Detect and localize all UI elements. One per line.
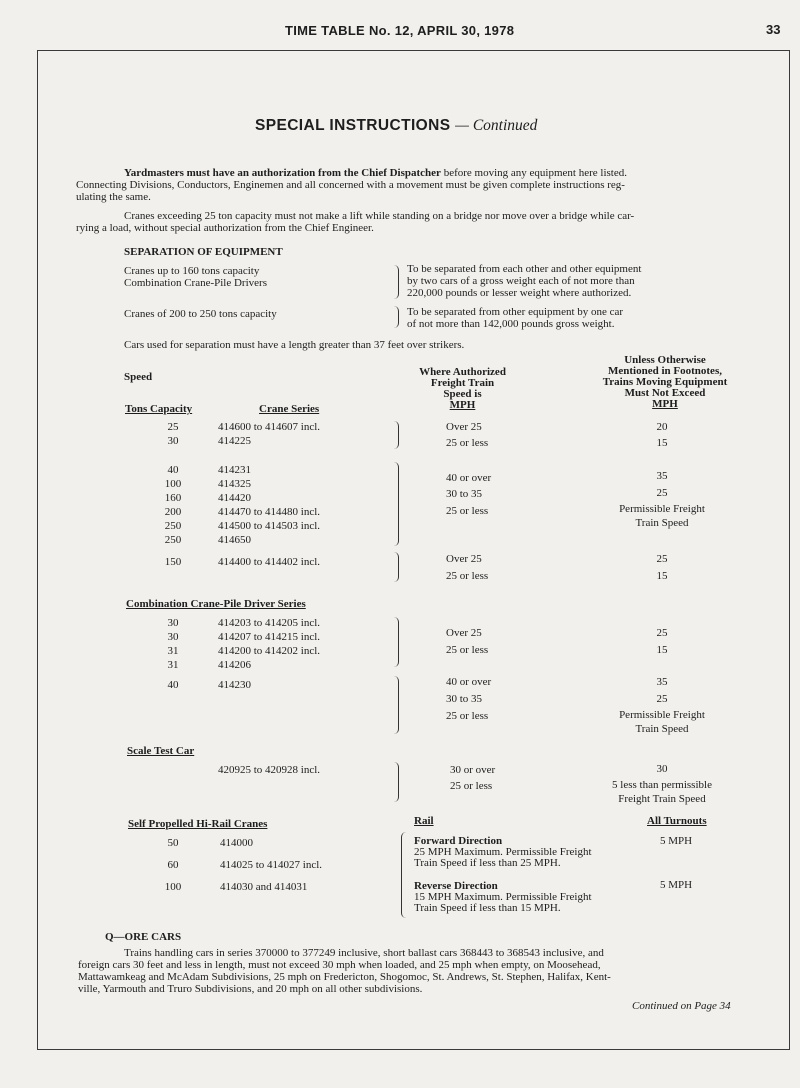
hirail-tons-1: 60 [167,859,179,871]
hirail-heading: Self Propelled Hi-Rail Cranes [128,818,268,830]
intro-p1-line3: ulating the same. [76,191,151,203]
combo-g2-series-0: 414230 [218,679,251,691]
cranes-g2-max-0: 35 [656,470,668,482]
scale-speed-0: 30 or over [450,764,496,776]
cranes-g3-tons-0: 150 [164,556,182,568]
scale-series: 420925 to 420928 incl. [218,764,321,776]
cranes-g2-speed-1: 30 to 35 [446,488,483,500]
section-title [255,117,537,135]
combo-g1-max-0: 25 [656,627,668,639]
section-title-continued: — Continued [455,117,538,134]
intro-p1-line2: Connecting Divisions, Conductors, Enginemen and all concerned with a movement must be given complete instructions reg- [76,179,625,191]
combo-g2-max-0: 35 [656,676,668,688]
hirail-tons-0: 50 [167,837,179,849]
unless-line1: Unless Otherwise [624,354,706,366]
intro-p2-line1: Cranes exceeding 25 ton capacity must not make a lift while standing on a bridge nor move over a bridge while car- [124,210,635,222]
combo-g1-series-3: 414206 [218,659,251,671]
cranes-g2-series-5: 414650 [218,534,251,546]
hirail-reverse-turnout: 5 MPH [660,879,693,891]
scale-max-0: 30 [656,763,668,775]
cranes-g1-tons-0: 25 [167,421,179,433]
sep-g2-left: Cranes of 200 to 250 tons capacity [124,308,277,320]
sep-g2-right2: of not more than 142,000 pounds gross weight. [407,318,615,330]
cranes-g1-max-1: 15 [656,437,668,449]
ore-line1: Trains handling cars in series 370000 to 377249 inclusive, short ballast cars 368443 to 368543 inclusive, and [124,947,604,959]
continued-footer: Continued on Page 34 [632,1000,731,1012]
separation-heading: SEPARATION OF EQUIPMENT [124,246,283,258]
cranes-g2-tons-5: 250 [164,534,182,546]
ore-line2: foreign cars 30 feet and less in length, must not exceed 30 mph when loaded, and 25 mph when empty, on Moosehead, [78,959,601,971]
cranes-g1-series-0: 414600 to 414607 incl. [218,421,321,433]
crane-series-heading: Crane Series [259,403,320,415]
scale-heading: Scale Test Car [127,745,195,757]
separation-cars-note: Cars used for separation must have a length greater than 37 feet over strikers. [124,339,465,351]
cranes-g1-speed-0: Over 25 [446,421,482,433]
cranes-g2-tons-3: 200 [164,506,182,518]
intro-p1-line1 [124,167,627,179]
cranes-g2-series-1: 414325 [218,478,251,490]
intro-bold: Yardmasters must have an authorization from the Chief Dispatcher [124,167,441,179]
unless-line5: MPH [652,398,678,410]
sep-g1-left1: Cranes up to 160 tons capacity [124,265,260,277]
page-number: 33 [766,22,781,37]
brace-combo-2 [394,676,399,734]
combo-g1-speed-1: 25 or less [446,644,489,656]
ore-heading: Q—ORE CARS [105,931,182,943]
where-line3: Speed is [443,388,482,400]
scale-max-2: Freight Train Speed [618,793,706,805]
combo-g1-tons-2: 31 [167,645,179,657]
cranes-g1-series-1: 414225 [218,435,251,447]
where-line1: Where Authorized [419,366,506,378]
hirail-series-1: 414025 to 414027 incl. [220,859,323,871]
hirail-forward-turnout: 5 MPH [660,835,693,847]
unless-line4: Must Not Exceed [624,387,706,399]
hirail-reverse-l2: Train Speed if less than 15 MPH. [414,902,561,914]
combo-g2-max-1: 25 [656,693,668,705]
hirail-turnouts-heading: All Turnouts [647,815,707,827]
combo-g2-speed-2: 25 or less [446,710,489,722]
sep-g1-right1: To be separated from each other and other equipment [407,263,642,275]
sep-g1-right2: by two cars of a gross weight each of not more than [407,275,635,287]
combo-g2-tons-0: 40 [167,679,179,691]
speed-heading: Speed [124,371,153,383]
combo-g1-series-1: 414207 to 414215 incl. [218,631,321,643]
sep-g2-right1: To be separated from other equipment by one car [407,306,624,318]
unless-line2: Mentioned in Footnotes, [608,365,722,377]
brace-scale [394,762,399,802]
cranes-g2-series-3: 414470 to 414480 incl. [218,506,321,518]
cranes-g3-speed-1: 25 or less [446,570,489,582]
cranes-g3-max-0: 25 [656,553,668,565]
cranes-g2-max-3: Train Speed [635,517,689,529]
brace-sep-2 [394,306,399,328]
where-line2: Freight Train [430,377,495,389]
cranes-g2-series-0: 414231 [218,464,251,476]
hirail-tons-2: 100 [164,881,182,893]
section-title-text: SPECIAL INSTRUCTIONS [255,117,451,134]
combo-g1-series-0: 414203 to 414205 incl. [218,617,321,629]
cranes-g1-tons-1: 30 [167,435,179,447]
cranes-g2-series-4: 414500 to 414503 incl. [218,520,321,532]
sep-g1-right3: 220,000 pounds or lesser weight where authorized. [407,287,632,299]
cranes-g2-tons-2: 160 [164,492,182,504]
combo-g1-tons-1: 30 [167,631,179,643]
cranes-g1-speed-1: 25 or less [446,437,489,449]
cranes-g2-max-2: Permissible Freight [619,503,705,515]
hirail-forward-title: Forward Direction [414,835,503,847]
cranes-g1-max-0: 20 [656,421,668,433]
cranes-g2-max-1: 25 [656,487,668,499]
hirail-rail-heading: Rail [414,815,434,827]
combo-g2-max-2: Permissible Freight [619,709,705,721]
cranes-g3-max-1: 15 [656,570,668,582]
hirail-series-0: 414000 [220,837,253,849]
combo-g1-tons-3: 31 [167,659,179,671]
combo-g2-max-3: Train Speed [635,723,689,735]
sep-g1-left2: Combination Crane-Pile Drivers [124,277,267,289]
cranes-g3-speed-0: Over 25 [446,553,482,565]
ore-line3: Mattawamkeag and McAdam Subdivisions, 25 mph on Fredericton, Shogomoc, St. Andrews, St. Stephen, Halifax, Kent- [78,971,611,983]
hirail-series-2: 414030 and 414031 [220,881,308,893]
cranes-g2-series-2: 414420 [218,492,251,504]
where-authorized-heading [400,367,525,411]
cranes-g2-tons-4: 250 [164,520,182,532]
brace-cranes-2 [394,462,399,546]
hirail-reverse-title: Reverse Direction [414,880,498,892]
brace-combo-1 [394,617,399,667]
cranes-g2-speed-2: 25 or less [446,505,489,517]
cranes-g2-tons-0: 40 [167,464,179,476]
scale-speed-1: 25 or less [450,780,493,792]
combo-g2-speed-0: 40 or over [446,676,492,688]
where-line4: MPH [449,399,476,411]
combo-g1-speed-0: Over 25 [446,627,482,639]
combo-heading: Combination Crane-Pile Driver Series [126,598,306,610]
combo-g2-speed-1: 30 to 35 [446,693,483,705]
hirail-forward-l1: 25 MPH Maximum. Permissible Freight [414,846,592,858]
combo-g1-series-2: 414200 to 414202 incl. [218,645,321,657]
cranes-g2-tons-1: 100 [164,478,182,490]
combo-g1-max-1: 15 [656,644,668,656]
running-header: TIME TABLE No. 12, APRIL 30, 1978 [285,23,515,38]
unless-heading [585,355,745,410]
unless-line3: Trains Moving Equipment [602,376,728,388]
tons-capacity-heading: Tons Capacity [125,403,193,415]
hirail-reverse-l1: 15 MPH Maximum. Permissible Freight [414,891,592,903]
intro-rest: before moving any equipment here listed. [443,167,627,179]
scale-max-1: 5 less than permissible [612,779,712,791]
hirail-forward-l2: Train Speed if less than 25 MPH. [414,857,561,869]
cranes-g3-series-0: 414400 to 414402 incl. [218,556,321,568]
brace-sep-1 [394,265,399,299]
brace-cranes-1 [394,421,399,449]
intro-p2-line2: rying a load, without special authorization from the Chief Engineer. [76,222,374,234]
ore-line4: ville, Yarmouth and Truro Subdivisions, and 20 mph on all other subdivisions. [78,983,423,995]
cranes-g2-speed-0: 40 or over [446,472,492,484]
brace-cranes-3 [394,552,399,582]
combo-g1-tons-0: 30 [167,617,179,629]
brace-hirail [401,832,406,918]
